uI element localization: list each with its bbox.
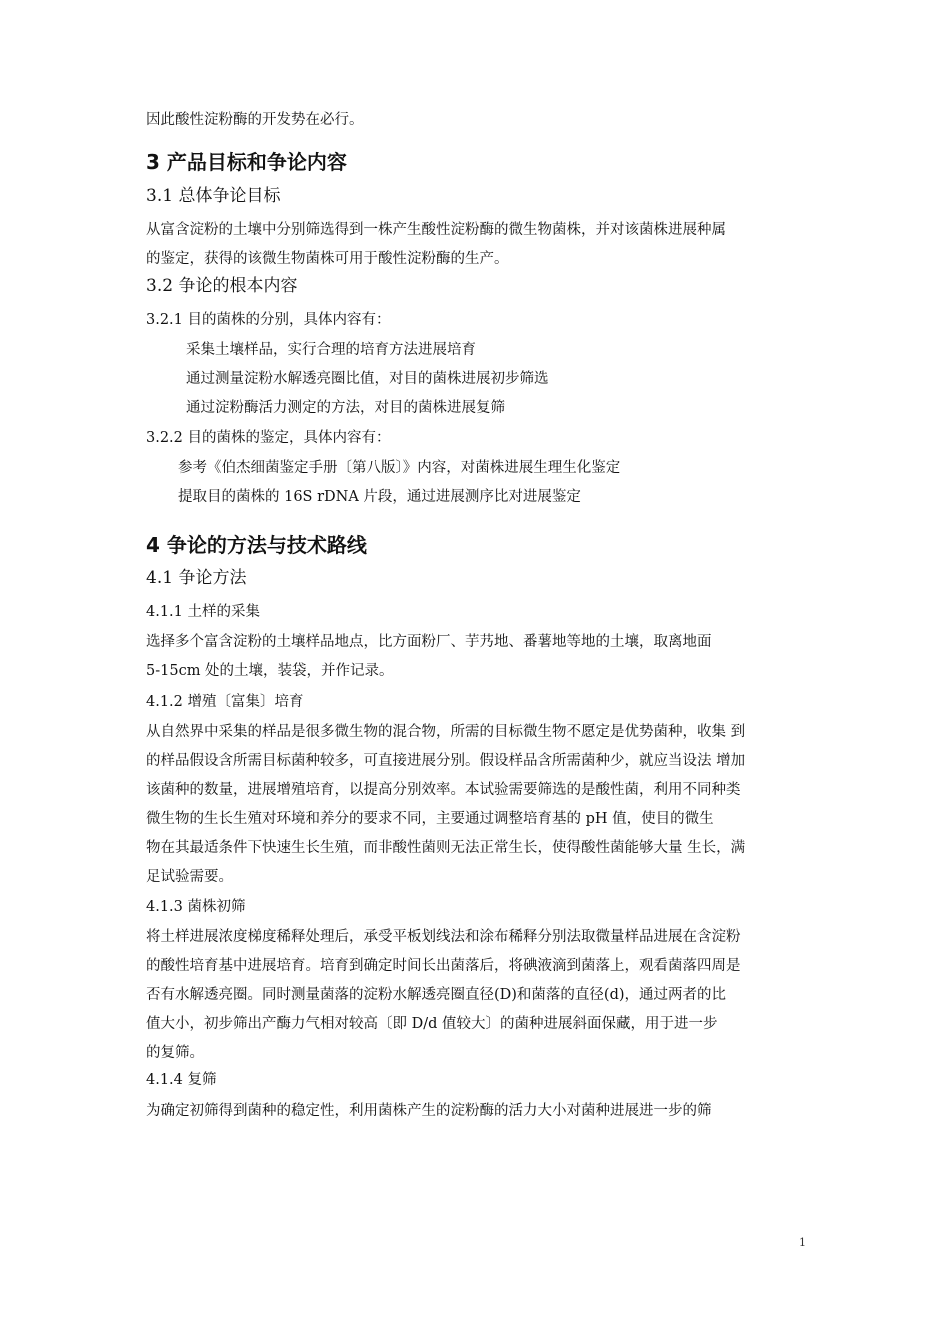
paragraph-line: 微生物的生长生殖对环境和养分的要求不同，主要通过调整培育基的 pH 值，使目的微生 — [146, 811, 714, 827]
paragraph-line: 的鉴定，获得的该微生物菌株可用于酸性淀粉酶的生产。 — [146, 251, 509, 267]
subsubsection-heading: 4.1.3 菌株初筛 — [146, 899, 246, 915]
paragraph-line: 因此酸性淀粉酶的开发势在必行。 — [146, 112, 364, 128]
section-heading: 3 产品目标和争论内容 — [146, 150, 347, 174]
subsubsection-heading: 4.1.4 复筛 — [146, 1072, 217, 1088]
page-number: 1 — [799, 1236, 806, 1249]
list-item: 通过淀粉酶活力测定的方法，对目的菌株进展复筛 — [186, 400, 505, 416]
paragraph-line: 值大小，初步筛出产酶力气相对较高〔即 D/d 值较大〕的菌种进展斜面保藏，用于进一步 — [146, 1016, 718, 1032]
paragraph-line: 为确定初筛得到菌种的稳定性，利用菌株产生的淀粉酶的活力大小对菌种进展进一步的筛 — [146, 1103, 712, 1119]
paragraph-line: 的复筛。 — [146, 1045, 204, 1061]
section-heading: 4 争论的方法与技术路线 — [146, 533, 367, 557]
paragraph-line: 该菌种的数量，进展增殖培育，以提高分别效率。本试验需要筛选的是酸性菌，利用不同种类 — [146, 782, 741, 798]
subsection-heading: 4.1 争论方法 — [146, 568, 247, 588]
subsubsection-heading: 3.2.2 目的菌株的鉴定，具体内容有： — [146, 430, 391, 446]
list-item: 提取目的菌株的 16S rDNA 片段，通过进展测序比对进展鉴定 — [178, 489, 581, 505]
paragraph-line: 从自然界中采集的样品是很多微生物的混合物，所需的目标微生物不愿定是优势菌种，收集 到 — [146, 724, 746, 740]
list-item: 参考《伯杰细菌鉴定手册〔第八版〕》内容，对菌株进展生理生化鉴定 — [178, 460, 621, 476]
list-item: 采集土壤样品，实行合理的培育方法进展培育 — [186, 342, 476, 358]
paragraph-line: 的酸性培育基中进展培育。培育到确定时间长出菌落后，将碘液滴到菌落上，观看菌落四周是 — [146, 958, 741, 974]
subsubsection-heading: 3.2.1 目的菌株的分别，具体内容有： — [146, 312, 391, 328]
paragraph-line: 否有水解透亮圈。同时测量菌落的淀粉水解透亮圈直径(D)和菌落的直径(d)，通过两者的比 — [146, 987, 727, 1003]
subsection-heading: 3.2 争论的根本内容 — [146, 276, 298, 296]
paragraph-line: 足试验需要。 — [146, 869, 233, 885]
list-item: 通过测量淀粉水解透亮圈比值，对目的菌株进展初步筛选 — [186, 371, 549, 387]
paragraph-line: 选择多个富含淀粉的土壤样品地点，比方面粉厂、芋艿地、番薯地等地的土壤，取离地面 — [146, 634, 712, 650]
paragraph-line: 将土样进展浓度梯度稀释处理后，承受平板划线法和涂布稀释分别法取微量样品进展在含淀粉 — [146, 929, 741, 945]
subsubsection-heading: 4.1.1 土样的采集 — [146, 604, 261, 620]
subsubsection-heading: 4.1.2 增殖〔富集〕培育 — [146, 694, 304, 710]
subsection-heading: 3.1 总体争论目标 — [146, 186, 281, 206]
paragraph-line: 5-15cm 处的土壤，装袋，并作记录。 — [146, 663, 394, 679]
paragraph-line: 从富含淀粉的土壤中分别筛选得到一株产生酸性淀粉酶的微生物菌株，并对该菌株进展种属 — [146, 222, 726, 238]
paragraph-line: 物在其最适条件下快速生长生殖，而非酸性菌则无法正常生长，使得酸性菌能够大量 生长，满 — [146, 840, 746, 856]
paragraph-line: 的样品假设含所需目标菌种较多，可直接进展分别。假设样品含所需菌种少，就应当设法 增加 — [146, 753, 746, 769]
